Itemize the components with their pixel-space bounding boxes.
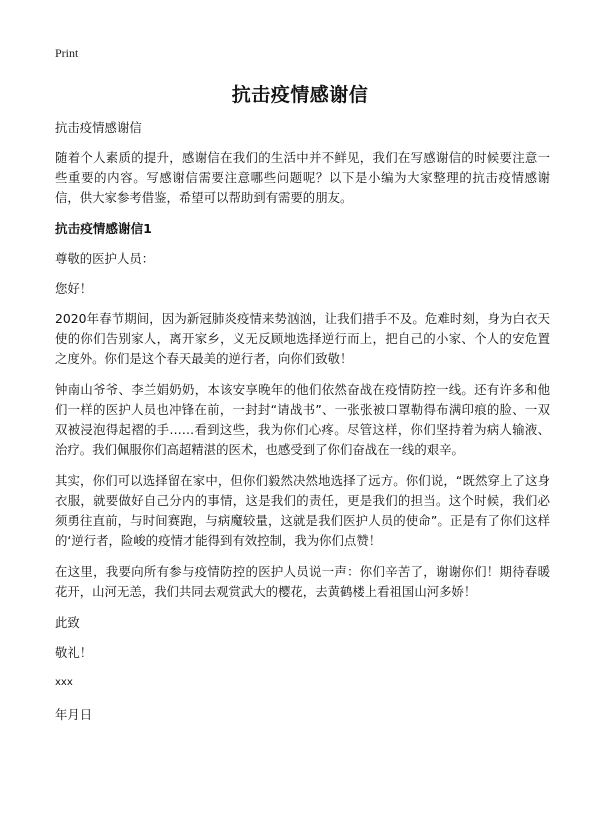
greeting: 您好！ — [55, 281, 93, 296]
intro-paragraph: 随着个人素质的提升，感谢信在我们的生活中并不鲜见，我们在写感谢信的时候要注意一些重要的内容。写感谢信需要注意哪些问题呢？以下是小编为大家整理的抗击疫情感谢信，供大家参考借鉴，希望可以帮助到有需要的朋友。 — [55, 150, 550, 205]
closing-line: 此致 — [55, 615, 80, 630]
closing-salute: 敬礼！ — [55, 645, 93, 660]
body-paragraph: 其实，你们可以选择留在家中，但你们毅然决然地选择了远方。你们说，“既然穿上了这身衣服，就要做好自己分内的事情，这是我们的责任，更是我们的担当。这个时候，我们必须勇往直前，与时间赛跑，与病魔较量，这就是我们医护人员的使命”。正是有了你们这样的‘逆行者，险峻的疫情才能得到有效控制，我为你们点赞！ — [55, 473, 550, 548]
subtitle: 抗击疫情感谢信 — [55, 120, 142, 135]
section-heading: 抗击疫情感谢信1 — [55, 221, 152, 236]
salutation: 尊敬的医护人员： — [55, 251, 155, 266]
body-paragraph: 在这里，我要向所有参与疫情防控的医护人员说一声：你们辛苦了，谢谢你们！期待春暖花开，山河无恙，我们共同去观赏武大的樱花，去黄鹤楼上看祖国山河多娇！ — [55, 564, 550, 599]
letter-body — [55, 118, 550, 736]
body-paragraph: 钟南山爷爷、李兰娟奶奶，本该安享晚年的他们依然奋战在疫情防控一线。还有许多和他们一样的医护人员也冲锋在前，一封封“请战书”、一张张被口罩勒得布满印痕的脸、一双双被浸泡得起褶的手……看到这些，我为你们心疼。尽管这样，你们坚持着为病人输液、治疗。我们佩服你们高超精湛的医术，也感受到了你们奋战在一线的艰辛。 — [55, 382, 550, 457]
document-title: 抗击疫情感谢信 — [231, 84, 369, 106]
signer-name: xxx — [55, 677, 73, 688]
letter-date: 年月日 — [55, 707, 93, 722]
print-label: Print — [55, 46, 79, 60]
body-paragraph: 2020年春节期间，因为新冠肺炎疫情来势汹汹，让我们措手不及。危难时刻，身为白衣天使的你们告别家人，离开家乡，义无反顾地选择逆行而上，把自己的小家、个人的安危置之度外。你们是这个春天最美的逆行者，向你们致敬！ — [55, 311, 550, 366]
